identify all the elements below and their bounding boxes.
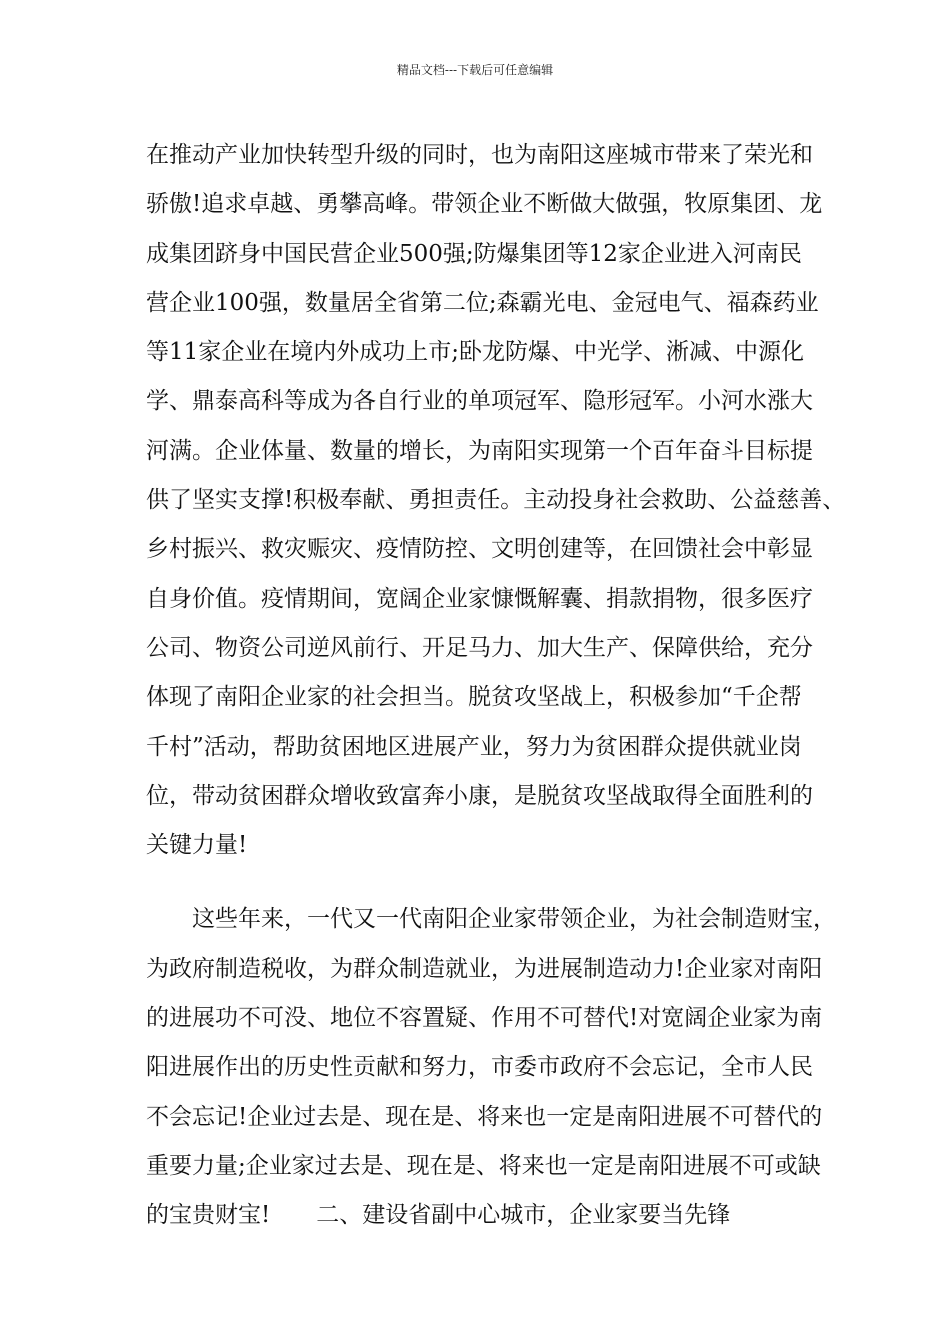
text-line: 的进展功不可没、地位不容置疑、作用不可替代!对宽阔企业家为南 [146,1005,823,1032]
text-line: 千村”活动，帮助贫困地区进展产业，努力为贫困群众提供就业岗 [146,733,802,760]
text-line: 位，带动贫困群众增收致富奔小康，是脱贫攻坚战取得全面胜利的 [146,782,813,809]
document-body [146,131,846,1241]
text-line: 乡村振兴、救灾赈灾、疫情防控、文明创建等，在回馈社会中彰显 [146,536,813,563]
last-line-with-heading [146,1191,836,1240]
text-line: 骄傲!追求卓越、勇攀高峰。带领企业不断做大做强，牧原集团、龙 [146,191,823,218]
text-line: 等11家企业在境内外成功上市;卧龙防爆、中光学、淅减、中源化 [146,339,805,366]
text-line: 公司、物资公司逆风前行、开足马力、加大生产、保障供给，充分 [146,634,813,661]
text-line: 成集团跻身中国民营企业500强;防爆集团等12家企业进入河南民 [146,240,802,267]
text-line: 体现了南阳企业家的社会担当。脱贫攻坚战上，积极参加“千企帮 [146,684,802,711]
text-line: 关键力量! [146,832,248,859]
text-line: 的宝贵财宝! [146,1202,271,1229]
text-line-indented: 这些年来，一代又一代南阳企业家带领企业，为社会制造财宝， [192,906,836,933]
paragraph-1 [146,131,846,870]
paragraph-spacer [146,870,836,895]
text-line: 自身价值。疫情期间，宽阔企业家慷慨解囊、捐款捐物，很多医疗 [146,585,813,612]
text-line: 河满。企业体量、数量的增长，为南阳实现第一个百年奋斗目标提 [146,437,813,464]
page-header: 精品文档---下载后可任意编辑 [396,63,554,77]
text-line: 营企业100强，数量居全省第二位;森霸光电、金冠电气、福森药业 [146,289,819,316]
text-line: 阳进展作出的历史性贡献和努力，市委市政府不会忘记，全市人民 [146,1054,813,1081]
paragraph-2 [146,895,836,1240]
text-line: 学、鼎泰高科等成为各自行业的单项冠军、隐形冠军。小河水涨大 [146,388,813,415]
text-line: 供了坚实支撑!积极奉献、勇担责任。主动投身社会救助、公益慈善、 [146,487,846,514]
section-heading: 二、建设省副中心城市，企业家要当先锋 [316,1202,731,1229]
text-line: 重要力量;企业家过去是、现在是、将来也一定是南阳进展不可或缺 [146,1152,821,1179]
text-line: 不会忘记!企业过去是、现在是、将来也一定是南阳进展不可替代的 [146,1103,823,1130]
text-line: 为政府制造税收，为群众制造就业，为进展制造动力!企业家对南阳 [146,955,823,982]
text-line: 在推动产业加快转型升级的同时，也为南阳这座城市带来了荣光和 [146,142,813,168]
